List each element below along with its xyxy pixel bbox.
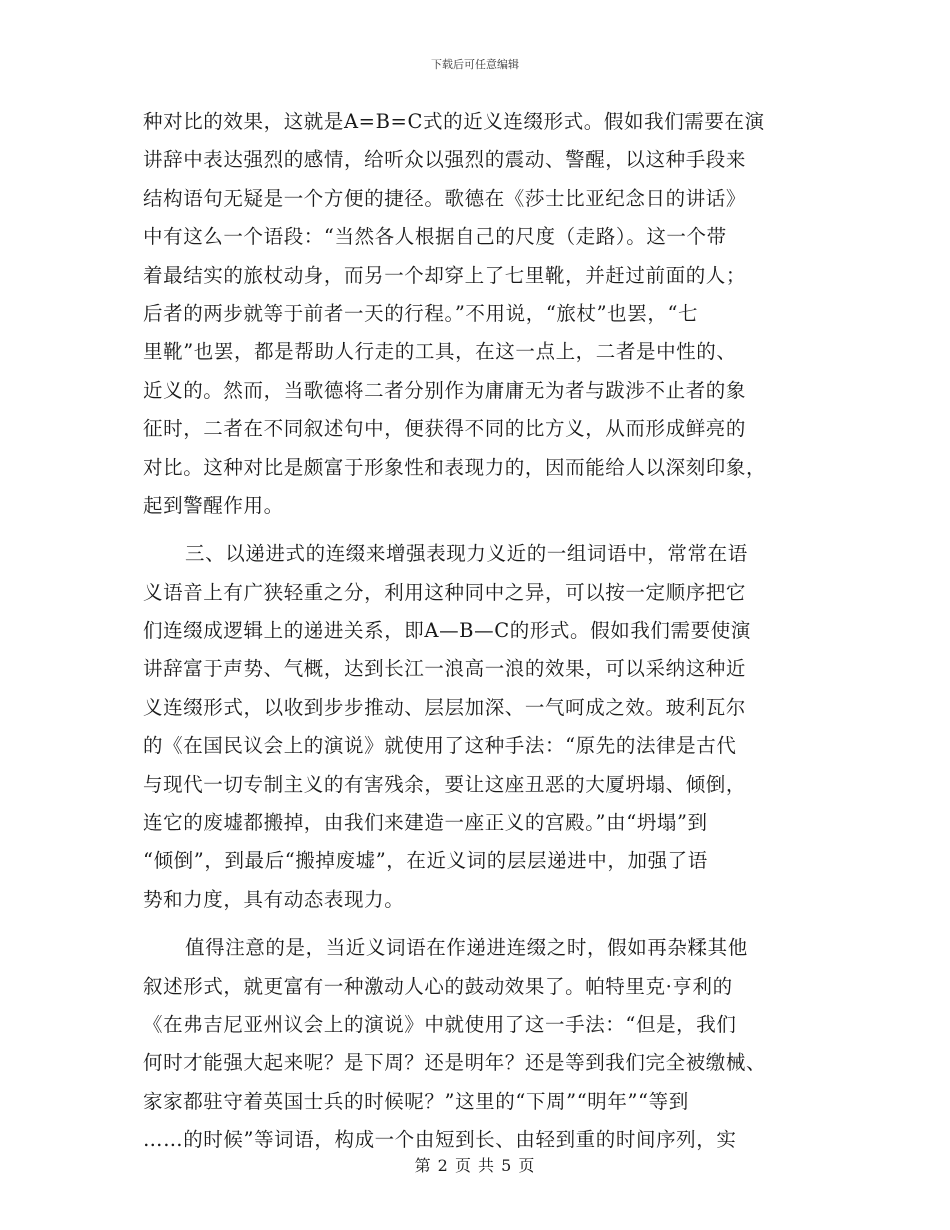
text-line: 着最结实的旅杖动身，而另一个却穿上了七里靴，并赶过前面的人； xyxy=(143,263,747,287)
text-line: 起到警醒作用。 xyxy=(143,493,284,517)
text-line: 义语音上有广狭轻重之分，利用这种同中之异，可以按一定顺序把它 xyxy=(143,580,747,604)
text-line: 后者的两步就等于前者一天的行程。”不用说，“旅杖”也罢，“七 xyxy=(143,301,699,325)
text-line: 值得注意的是，当近义词语在作递进连缀之时，假如再杂糅其他 xyxy=(185,936,748,960)
text-line: 叙述形式，就更富有一种激动人心的鼓动效果了。帕特里克·亨利的 xyxy=(143,974,733,998)
text-line: 的《在国民议会上的演说》就使用了这种手法：“原先的法律是古代 xyxy=(143,734,737,758)
text-line: 《在弗吉尼亚州议会上的演说》中就使用了这一手法：“但是，我们 xyxy=(143,1012,737,1036)
text-line: 讲辞中表达强烈的感情，给听众以强烈的震动、警醒，以这种手段来 xyxy=(143,148,747,172)
text-line: 近义的。然而，当歌德将二者分别作为庸庸无为者与跋涉不止者的象 xyxy=(143,378,747,402)
page-header: 下载后可任意编辑 xyxy=(431,58,519,71)
text-line: 征时，二者在不同叙述句中，便获得不同的比方义，从而形成鲜亮的 xyxy=(143,417,747,441)
text-line: 与现代一切专制主义的有害残余，要让这座丑恶的大厦坍塌、倾倒， xyxy=(143,772,747,796)
text-line: 种对比的效果，这就是A=B=C式的近义连缀形式。假如我们需要在演 xyxy=(143,110,765,133)
paragraph-1 xyxy=(143,103,803,525)
text-line: 势和力度，具有动态表现力。 xyxy=(143,887,405,911)
page-number-footer: 第 2 页 共 5 页 xyxy=(414,1156,536,1175)
text-line: 讲辞富于声势、气概，达到长江一浪高一浪的效果，可以采纳这种近 xyxy=(143,657,747,681)
text-line: 三、以递进式的连缀来增强表现力义近的一组词语中，常常在语 xyxy=(185,542,748,566)
text-line: 连它的废墟都搬掉，由我们来建造一座正义的宫殿。”由“坍塌”到 xyxy=(143,811,708,835)
text-line: 结构语句无疑是一个方便的捷径。歌德在《莎士比亚纪念日的讲话》 xyxy=(143,186,747,210)
text-line: 何时才能强大起来呢？是下周？还是明年？还是等到我们完全被缴械、 xyxy=(143,1051,767,1075)
text-line: 里靴”也罢，都是帮助人行走的工具，在这一点上，二者是中性的、 xyxy=(143,340,737,364)
text-line: ……的时候”等词语，构成一个由短到长、由轻到重的时间序列，实 xyxy=(143,1128,737,1152)
text-line: 义连缀形式，以收到步步推动、层层加深、一气呵成之效。玻利瓦尔 xyxy=(143,695,747,719)
document-body xyxy=(143,103,803,1160)
text-line: 家家都驻守着英国士兵的时候呢？”这里的“下周”“明年”“等到 xyxy=(143,1089,689,1113)
text-line: 们连缀成逻辑上的递进关系，即A—B—C的形式。假如我们需要使演 xyxy=(143,619,751,643)
text-line: “倾倒”，到最后“搬掉废墟”，在近义词的层层递进中，加强了语 xyxy=(143,849,708,873)
text-line: 中有这么一个语段：“当然各人根据自己的尺度（走路）。这一个带 xyxy=(143,225,727,249)
text-line: 对比。这种对比是颇富于形象性和表现力的，因而能给人以深刻印象， xyxy=(143,455,767,479)
paragraph-2 xyxy=(143,535,803,919)
paragraph-3 xyxy=(143,929,803,1159)
